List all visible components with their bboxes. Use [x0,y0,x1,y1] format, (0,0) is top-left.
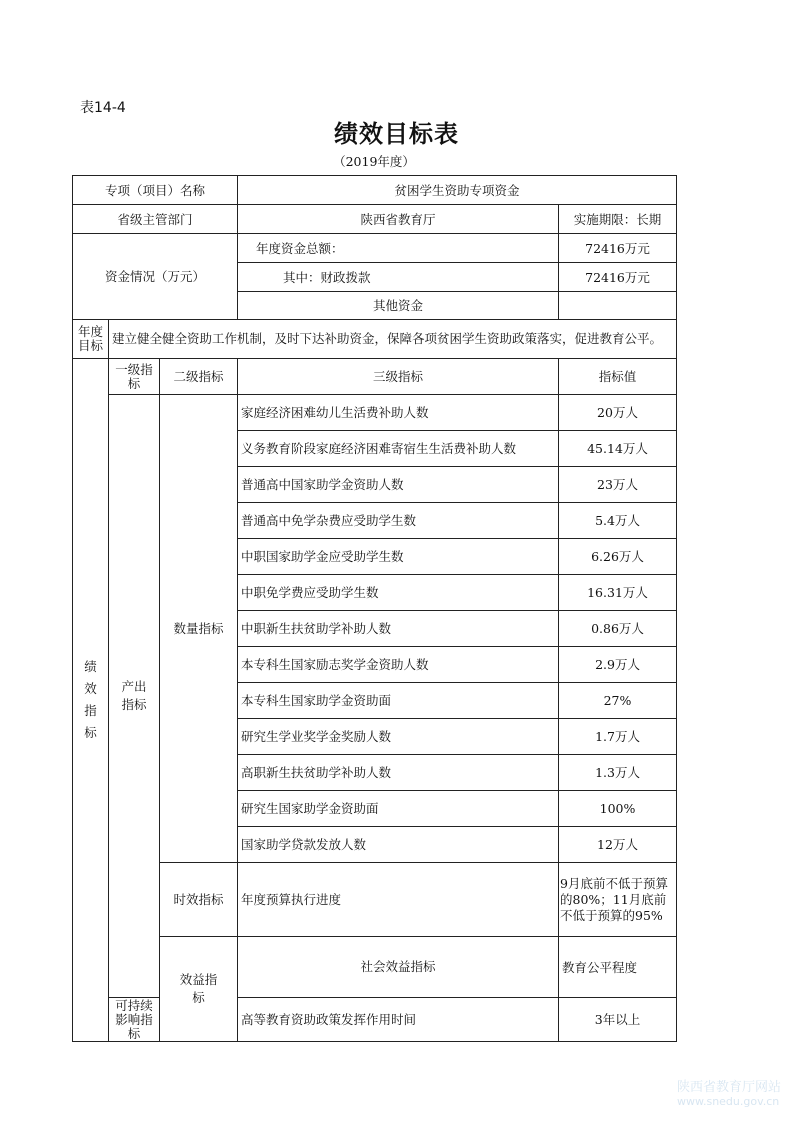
performance-target-table [72,175,677,1042]
indicator-value: 0.86万人 [559,611,677,647]
indicator-name: 年度预算执行进度 [238,863,559,937]
indicator-name: 义务教育阶段家庭经济困难寄宿生生活费补助人数 [238,431,559,467]
indicator-name: 中职免学费应受助学生数 [238,575,559,611]
indicator-value: 12万人 [559,827,677,863]
total-funds-label: 年度资金总额： [238,234,559,263]
page-subtitle: （2019年度） [333,154,415,169]
col-header-level1: 一级指标 [109,359,160,395]
fiscal-funds-label: 其中：财政拨款 [238,263,559,292]
indicator-value: 1.3万人 [559,755,677,791]
sustainable-impact-label: 可持续影响指标 [109,998,160,1042]
quantity-indicators-label: 数量指标 [160,395,238,863]
output-indicators-cell [109,395,160,998]
indicator-value: 3年以上 [559,998,677,1042]
indicator-value: 100% [559,791,677,827]
site-watermark [677,1076,781,1108]
indicator-value: 16.31万人 [559,575,677,611]
indicator-name: 本专科生国家助学金资助面 [238,683,559,719]
indicator-value: 1.7万人 [559,719,677,755]
indicator-name: 家庭经济困难幼儿生活费补助人数 [238,395,559,431]
benefit-indicators-cell [160,937,238,1042]
output-indicators-label: 产出指标 [121,679,147,712]
dept-value: 陕西省教育厅 [238,205,559,234]
other-funds-value [559,292,677,320]
indicator-value: 23万人 [559,467,677,503]
indicator-value: 20万人 [559,395,677,431]
table-code: 表14-4 [80,100,126,116]
indicator-name: 教育公平程度 [559,937,677,998]
other-funds-label: 其他资金 [238,292,559,320]
col-header-value: 指标值 [559,359,677,395]
indicator-name: 研究生学业奖学金奖励人数 [238,719,559,755]
indicator-name: 中职新生扶贫助学补助人数 [238,611,559,647]
timeliness-indicators-label: 时效指标 [160,863,238,937]
indicator-value: 9月底前不低于预算的80%；11月底前不低于预算的95% [559,863,677,937]
dept-label: 省级主管部门 [73,205,238,234]
indicator-name: 高职新生扶贫助学补助人数 [238,755,559,791]
indicator-name: 本专科生国家励志奖学金资助人数 [238,647,559,683]
indicator-value: 5.4万人 [559,503,677,539]
indicator-value: 6.26万人 [559,539,677,575]
indicator-name: 普通高中免学杂费应受助学生数 [238,503,559,539]
watermark-text: 陕西省教育厅网站 [676,1080,781,1095]
social-benefit-label: 社会效益指标 [238,937,559,998]
indicator-name: 中职国家助学金应受助学生数 [238,539,559,575]
total-funds-value: 72416万元 [559,234,677,263]
funds-label: 资金情况（万元） [73,234,238,320]
project-name-label: 专项（项目）名称 [73,176,238,205]
fiscal-funds-value: 72416万元 [559,263,677,292]
annual-goal-text: 建立健全健全资助工作机制，及时下达补助资金，保障各项贫困学生资助政策落实，促进教育公平。 [109,320,677,359]
indicator-name: 国家助学贷款发放人数 [238,827,559,863]
page-title: 绩效目标表 [334,120,459,148]
indicator-name: 研究生国家助学金资助面 [238,791,559,827]
watermark-url: www.snedu.gov.cn [676,1095,780,1108]
col-header-level2: 二级指标 [160,359,238,395]
annual-goal-label: 年度目标 [73,320,109,359]
indicator-value: 2.9万人 [559,647,677,683]
col-header-level3: 三级指标 [238,359,559,395]
performance-indicators-label: 绩效指标 [84,659,97,740]
indicator-value: 45.14万人 [559,431,677,467]
indicator-name: 普通高中国家助学金资助人数 [238,467,559,503]
indicator-name: 高等教育资助政策发挥作用时间 [238,998,559,1042]
indicator-value: 27% [559,683,677,719]
implementation-period: 实施期限：长期 [559,205,677,234]
benefit-indicators-label: 效益指标 [179,972,218,1005]
performance-indicators-cell [73,359,109,1042]
project-name-value: 贫困学生资助专项资金 [238,176,677,205]
